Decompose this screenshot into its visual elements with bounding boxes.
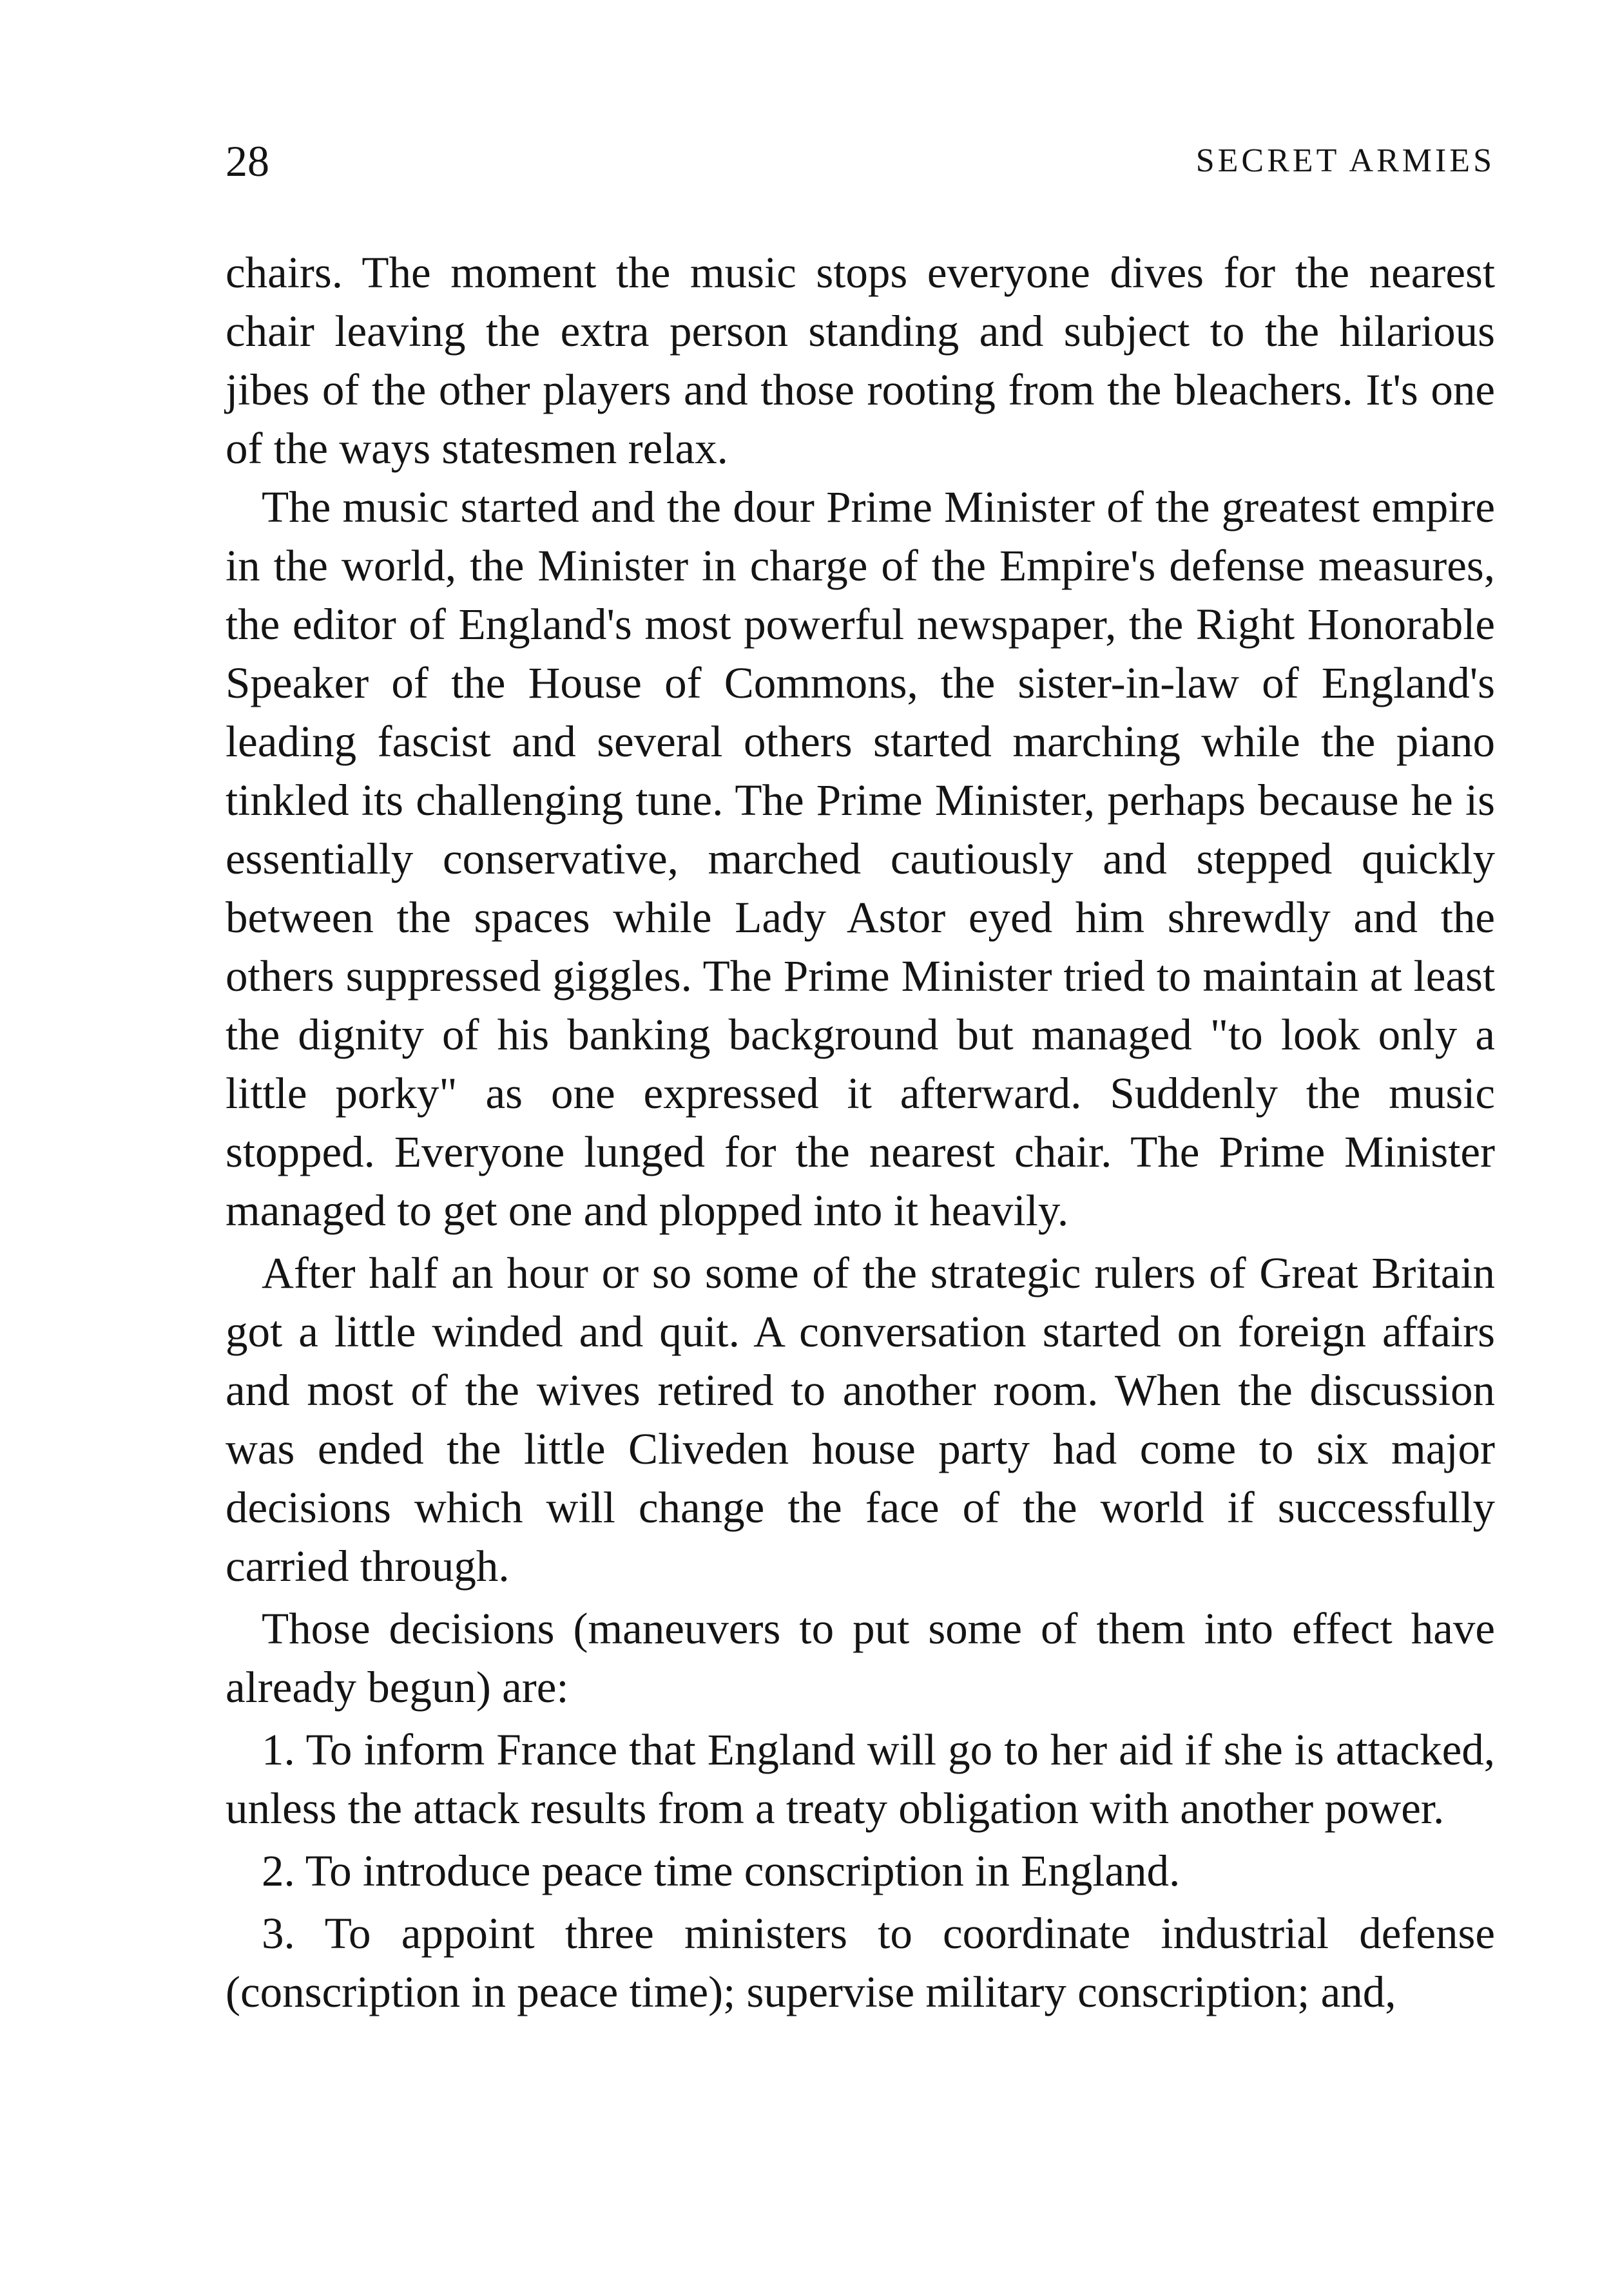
running-head	[226, 132, 1495, 190]
paragraph: After half an hour or so some of the strategic rulers of Great Britain got a little winded and quit. A conversation started on foreign affairs and most of the wives retired to another room. When the discussion was ended the little Cliveden house party had come to six major decisions which will change the face of the world if successfully carried through.	[226, 1248, 1495, 1591]
decision-number: 1.	[262, 1725, 295, 1774]
decision-text: To inform France that England will go to her aid if she is attacked, unless the attack results from a treaty obligation with another power.	[226, 1725, 1495, 1833]
paragraph: Those decisions (maneuvers to put some of them into effect have already begun) are:	[226, 1604, 1495, 1712]
page-number: 28	[226, 137, 269, 186]
decision-item	[226, 1842, 1495, 1900]
paragraph-continued: chairs. The moment the music stops everyone dives for the nearest chair leaving the extra person standing and subject to the hilarious jibes of the other players and those rooting from the bleachers. It's one of the ways statesmen relax.	[226, 248, 1495, 473]
decision-number: 2.	[262, 1846, 295, 1895]
decision-item	[226, 1904, 1495, 2022]
body-text	[226, 244, 1495, 2022]
decision-text: To introduce peace time conscription in England.	[305, 1846, 1181, 1895]
decision-number: 3.	[262, 1909, 295, 1958]
paragraph: The music started and the dour Prime Minister of the greatest empire in the world, the Minister in charge of the Empire's defense measures, the editor of England's most powerful newspaper, the Right Honorable Speaker of the House of Commons, the sister-in-law of England's leading fascist and several others started marching while the piano tinkled its challenging tune. The Prime Minister, perhaps because he is essentially conservative, marched cautiously and stepped quickly between the spaces while Lady Astor eyed him shrewdly and the others suppressed giggles. The Prime Minister tried to maintain at least the dignity of his banking background but managed "to look only a little porky" as one expressed it afterward. Suddenly the music stopped. Everyone lunged for the nearest chair. The Prime Minister managed to get one and plopped into it heavily.	[226, 483, 1495, 1235]
decision-text: To appoint three ministers to coordinate industrial defense (conscription in peace time); supervise military conscription; and,	[226, 1909, 1495, 2016]
book-title: SECRET ARMIES	[1195, 142, 1495, 179]
decision-item	[226, 1721, 1495, 1838]
